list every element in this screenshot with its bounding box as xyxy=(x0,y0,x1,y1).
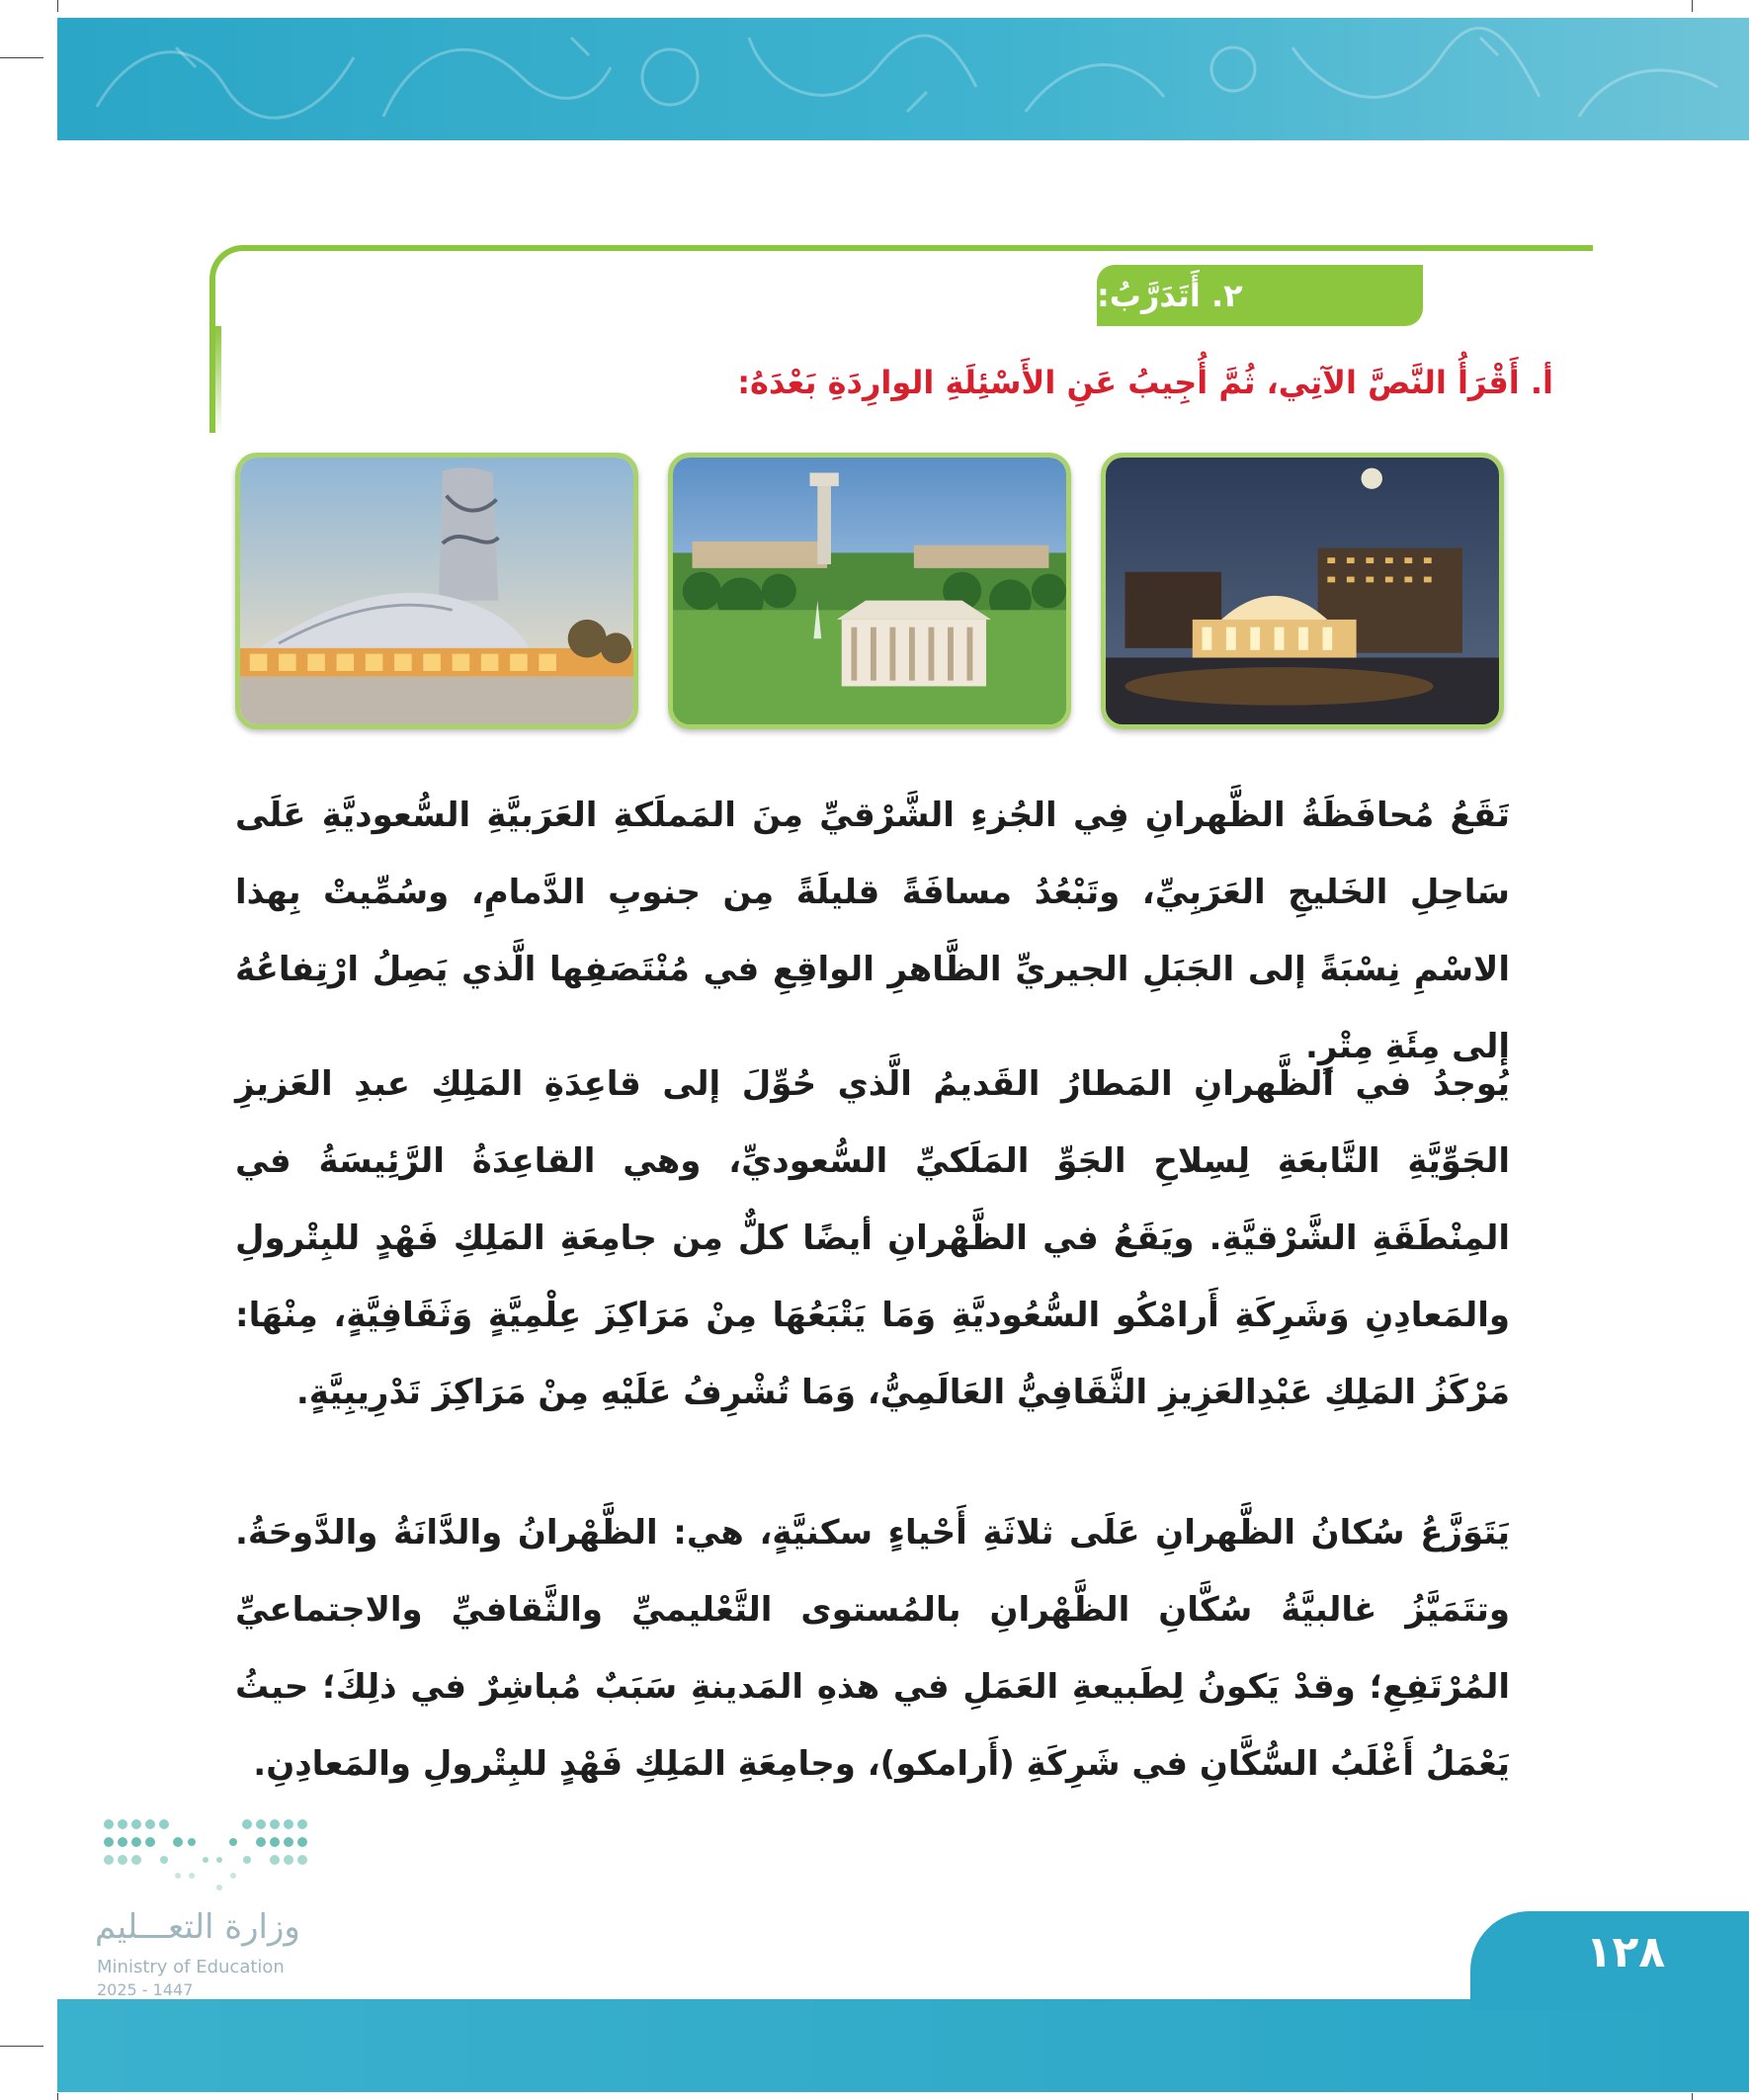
ministry-name-english: Ministry of Education xyxy=(97,1957,285,1977)
crop-mark-top-right-v xyxy=(1692,0,1693,12)
section-heading-tab xyxy=(1097,265,1423,326)
section-heading: ٢. أَتَدَرَّبُ: xyxy=(1097,277,1243,314)
section-frame-fade xyxy=(209,326,221,435)
exercise-instruction: أ. أَقْرَأُ النَّصَّ الآتِي، ثُمَّ أُجِيبُ عَنِ الأَسْئِلَةِ الوارِدَةِ بَعْدَهُ: xyxy=(737,364,1553,401)
campus-tower-photo xyxy=(668,453,1071,729)
calligraphy-pattern xyxy=(57,18,1749,140)
edition-year: 2025 - 1447 xyxy=(97,1980,194,1999)
page-number: ١٢٨ xyxy=(1585,1927,1666,1977)
crop-mark-bottom-left-v xyxy=(57,2093,58,2100)
paragraph-population: يَتَوَزَّعُ سُكانُ الظَّهرانِ عَلَى ثلاثَةِ أَحْياءٍ سكنيَّةٍ، هي: الظَّهْرانُ والدَّانَةُ والدَّوحَةُ. وتتَمَيَّزُ غالبيَّةُ سُكَّانِ الظَّهْرانِ بالمُستوى التَّعْليميِّ والثَّقافيِّ والاجتماعيِّ المُرْتَفِعِ؛ وقدْ يَكونُ لِطَبيعةِ العَمَلِ في هذهِ المَدينةِ سَبَبٌ مُباشِرٌ في ذلِكَ؛ حيثُ يَعْمَلُ أَغْلَبُ السُّكَّانِ في شَرِكَةِ (أَرامكو)، وجامِعَةِ المَلِكِ فَهْدٍ للبِتْرولِ والمَعادِنِ. xyxy=(235,1513,1510,1784)
ministry-name-arabic: وزارة التعـــليم xyxy=(95,1907,300,1947)
paragraph-location: تَقَعُ مُحافَظَةُ الظَّهرانِ فِي الجُزءِ الشَّرْقيِّ مِنَ المَملَكةِ العَرَبيَّةِ السُّعوديَّةِ عَلَى سَاحِلِ الخَليجِ العَرَبِيِّ، وتَبْعُدُ مسافَةً قليلَةً مِن جنوبِ الدَّمامِ، وسُمِّيتْ بِهذا الاسْمِ نِسْبَةً إلى الجَبَلِ الجيريِّ الظَّاهرِ الواقِعِ في مُنْتَصَفِها الَّذي يَصِلُ ارْتِفاعُهُ إلى مِئَةِ مِتْرٍ. xyxy=(235,796,1510,1066)
header-decorative-band xyxy=(57,18,1749,140)
crop-mark-top-left-h xyxy=(0,57,43,58)
crop-mark-bottom-left-h xyxy=(0,2046,43,2047)
paragraph-landmarks: يُوجدُ في الظَّهرانِ المَطارُ القَديمُ الَّذي حُوِّلَ إلى قاعِدَةِ المَلِكِ عبدِ العَزيزِ الجَوِّيَّةِ التَّابعَةِ لِسِلاحِ الجَوِّ المَلَكيِّ السُّعوديِّ، وهي القاعِدَةُ الرَّئِيسَةُ في المِنْطَقَةِ الشَّرْقيَّةِ. ويَقَعُ في الظَّهْرانِ أيضًا كلٌّ مِن جامِعَةِ المَلِكِ فَهْدٍ للبِتْرولِ والمَعادِنِ وَشَرِكَةِ أَرامْكُو السُّعُوديَّةِ وَمَا يَتْبَعُهَا مِنْ مَرَاكِزَ عِلْمِيَّةٍ وَثَقَافِيَّةٍ، مِنْهَا: مَرْكَزُ المَلِكِ عَبْدِالعَزِيزِ الثَّقَافِيُّ العَالَمِيُّ، وَمَا تُشْرِفُ عَلَيْهِ مِنْ مَرَاكِزَ تَدْرِيبِيَّةٍ. xyxy=(235,1064,1510,1412)
night-building-photo xyxy=(1101,453,1504,729)
crop-mark-top-left-v xyxy=(57,0,58,12)
crop-mark-bottom-right-v xyxy=(1692,2093,1693,2100)
ministry-logo-icon xyxy=(99,1814,316,1903)
footer-band xyxy=(57,1999,1749,2092)
ithra-center-photo xyxy=(235,453,638,729)
